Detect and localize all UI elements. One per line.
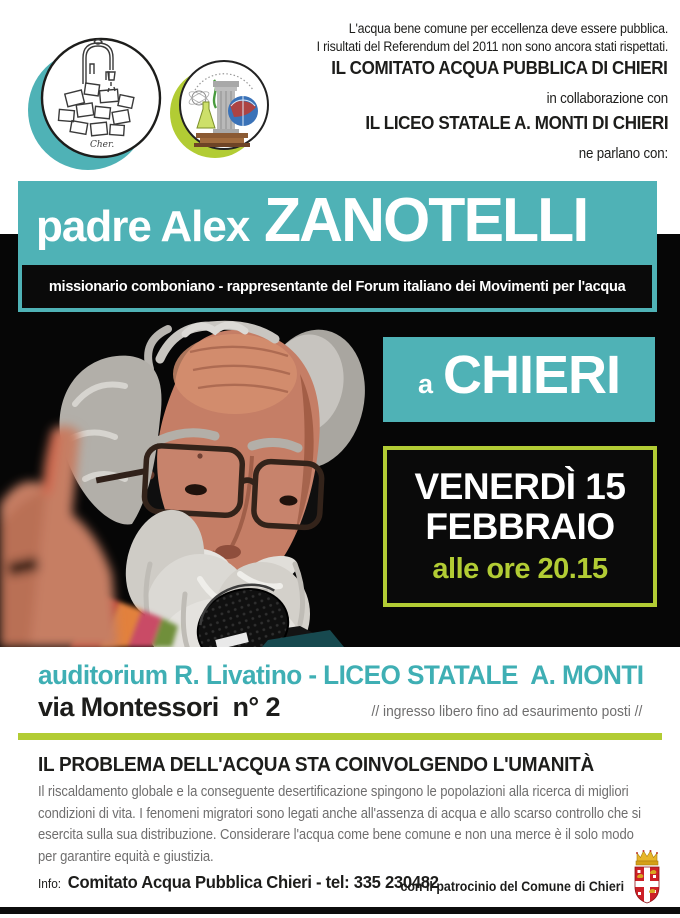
admission-note: // ingresso libero fino ad esaurimento posti // — [371, 703, 642, 720]
event-time: alle ore 20.15 — [432, 553, 608, 585]
tagline-line1: L'acqua bene comune per eccellenza deve essere pubblica. — [348, 21, 668, 36]
lime-divider — [18, 733, 662, 740]
problem-heading: IL PROBLEMA DELL'ACQUA STA COINVOLGENDO L'UMANITÀ — [38, 754, 594, 776]
committee-name: IL COMITATO ACQUA PUBBLICA DI CHIERI — [331, 57, 668, 78]
speaker-name — [36, 185, 594, 263]
info-line — [38, 872, 439, 893]
info-contact: Comitato Acqua Pubblica Chieri - tel: 335 230482 — [67, 872, 439, 892]
city-prefix: a — [417, 369, 433, 399]
date-line2: FEBBRAIO — [425, 506, 615, 547]
crest-shield — [635, 867, 659, 903]
chieri-crest-icon — [629, 848, 665, 906]
date-line1: VENERDÌ 15 — [414, 466, 626, 507]
speaker-name-first: padre Alex — [36, 202, 250, 251]
collaboration-label: in collaborazione con — [546, 91, 668, 107]
tagline-line2: I risultati del Referendum del 2011 non sono ancora stati rispettati. — [316, 39, 668, 54]
speakers-intro-label: ne parlano con: — [578, 146, 668, 162]
crest-crown — [636, 850, 658, 865]
committee-logo-icon — [26, 34, 168, 176]
venue-line: auditorium R. Livatino - LICEO STATALE A. MONTI — [38, 660, 644, 690]
speaker-role-text: missionario comboniano - rappresentante del Forum italiano dei Movimenti per l'acqua — [48, 278, 626, 295]
city-box — [383, 337, 655, 422]
school-logo-icon — [168, 54, 274, 160]
committee-logo-signature: Cher. — [90, 140, 115, 150]
date-box — [383, 446, 657, 607]
info-label: Info: — [38, 877, 62, 891]
problem-paragraph: Il riscaldamento globale e la conseguente desertificazione spingono le popolazioni alla ricerca di migliori condizioni di vita. I fenomeni migratori sono legati anche all'assenza di acqua e allo scarso controllo che si esercita sulla sua distribuzione. Considerare l'acqua come bene comune e non una merce è il solo modo per garantire equità e giustizia. — [38, 783, 641, 865]
bottom-rule — [0, 907, 680, 914]
speaker-title-box — [18, 181, 657, 312]
school-name: IL LICEO STATALE A. MONTI DI CHIERI — [365, 112, 668, 133]
patronage-line: con il patrocinio del Comune di Chieri — [400, 879, 624, 894]
speaker-name-last: ZANOTELLI — [264, 186, 588, 255]
speaker-role-strip — [22, 265, 652, 308]
city-name: CHIERI — [443, 345, 621, 405]
address-line: via Montessori n° 2 — [38, 692, 280, 722]
